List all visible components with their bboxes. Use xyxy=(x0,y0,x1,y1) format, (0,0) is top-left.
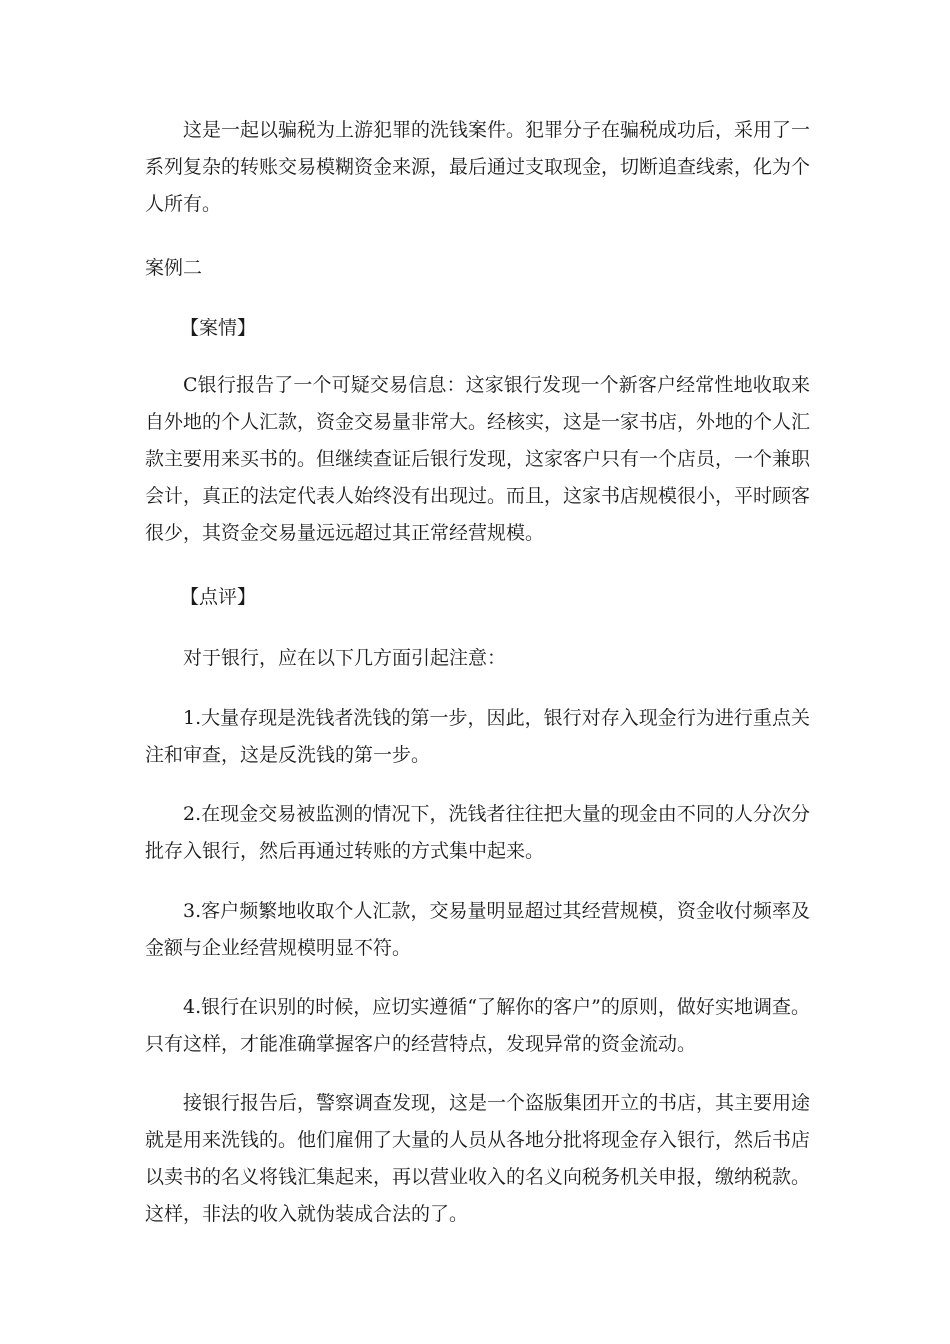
case-heading: 【案情】 xyxy=(180,317,257,339)
paragraph-summary: 这是一起以骗税为上游犯罪的洗钱案件。犯罪分子在骗税成功后，采用了一系列复杂的转账交易模糊资金来源，最后通过支取现金，切断追查线索，化为个人所有。 xyxy=(145,119,811,215)
list-item-4: 4.银行在识别的时候，应切实遵循“了解你的客户”的原则，做好实地调查。只有这样，才能准确掌握客户的经营特点，发现异常的资金流动。 xyxy=(145,996,810,1055)
review-heading: 【点评】 xyxy=(180,586,257,608)
paragraph-case: C银行报告了一个可疑交易信息：这家银行发现一个新客户经常性地收取来自外地的个人汇款，资金交易量非常大。经核实，这是一家书店，外地的个人汇款主要用来买书的。但继续查证后银行发现，这家客户只有一个店员，一个兼职会计，真正的法定代表人始终没有出现过。而且，这家书店规模很小，平时顾客很少，其资金交易量远远超过其正常经营规模。 xyxy=(145,374,811,544)
list-item-3: 3.客户频繁地收取个人汇款，交易量明显超过其经营规模，资金收付频率及金额与企业经营规模明显不符。 xyxy=(145,900,810,959)
list-item-1: 1.大量存现是洗钱者洗钱的第一步，因此，银行对存入现金行为进行重点关注和审查，这是反洗钱的第一步。 xyxy=(145,707,810,766)
list-item-2: 2.在现金交易被监测的情况下，洗钱者往往把大量的现金由不同的人分次分批存入银行，然后再通过转账的方式集中起来。 xyxy=(145,803,810,862)
case-title: 案例二 xyxy=(145,257,203,279)
review-intro: 对于银行，应在以下几方面引起注意： xyxy=(183,647,507,669)
paragraph-conclusion: 接银行报告后，警察调查发现，这是一个盗版集团开立的书店，其主要用途就是用来洗钱的。他们雇佣了大量的人员从各地分批将现金存入银行，然后书店以卖书的名义将钱汇集起来，再以营业收入的名义向税务机关申报，缴纳税款。这样，非法的收入就伪装成合法的了。 xyxy=(145,1092,811,1225)
